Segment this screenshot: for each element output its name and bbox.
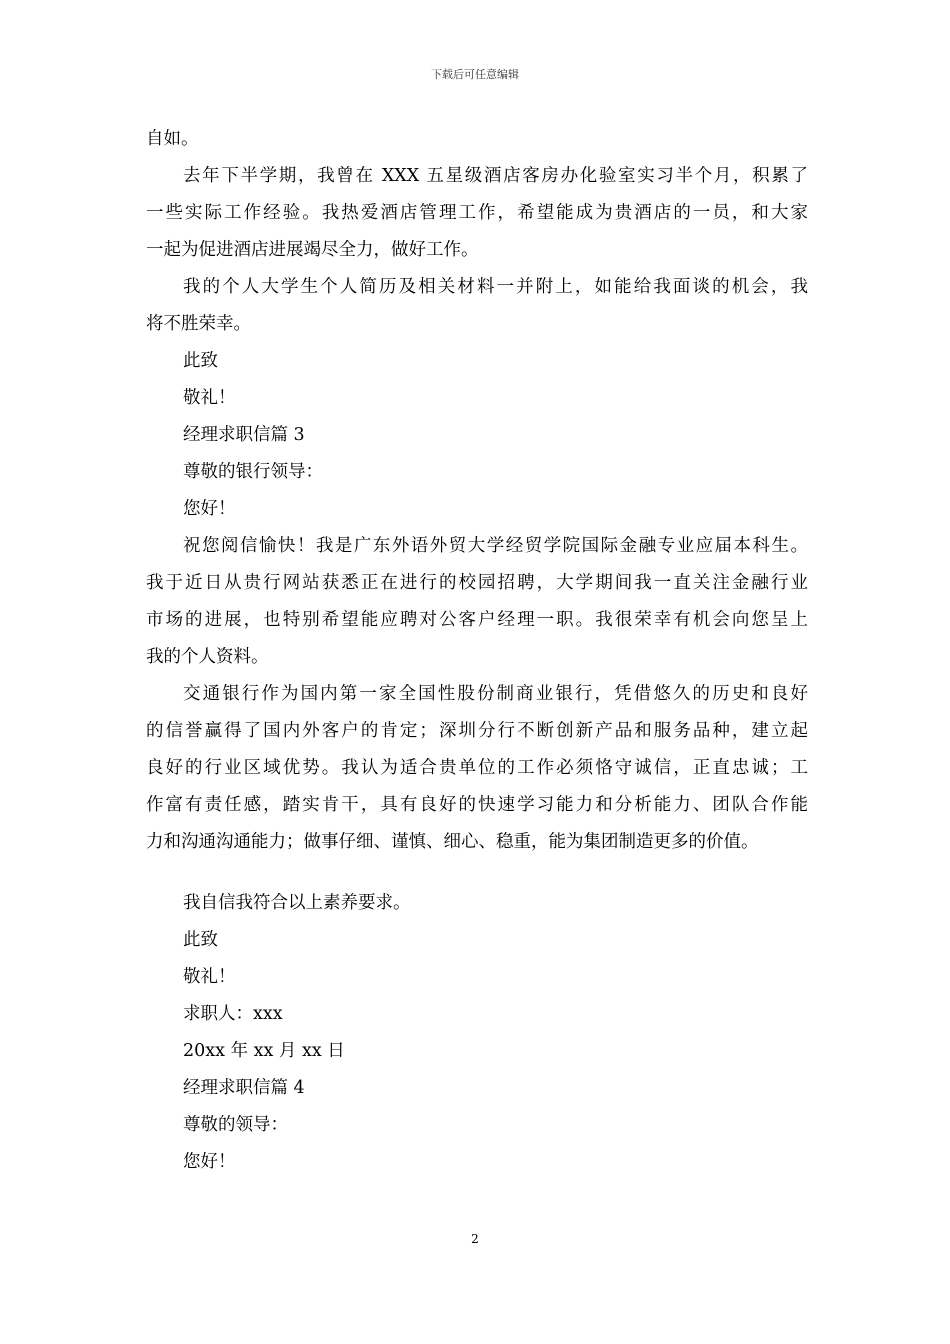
text-line: 我的个人资料。 [146,647,269,667]
document-body [146,121,808,1181]
greeting-text: 您好！ [183,499,236,519]
page-header: 下载后可任意编辑 [431,68,519,81]
text-line: 祝您阅信愉快！我是广东外语外贸大学经贸学院国际金融专业应届本科生。 [183,536,808,556]
text-line: 力和沟通沟通能力；做事仔细、谨慎、细心、稳重，能为集团制造更多的价值。 [146,832,759,852]
closing-text: 此致 [183,351,218,371]
text-line: 我于近日从贵行网站获悉正在进行的校园招聘，大学期间我一直关注金融行业 [146,573,808,593]
salutation-text: 敬礼！ [183,388,236,408]
greeting-text: 尊敬的领导： [183,1115,288,1135]
paragraph-spacer [146,861,808,885]
salutation-text: 敬礼！ [183,967,236,987]
text-line: 交通银行作为国内第一家全国性股份制商业银行，凭借悠久的历史和良好 [183,684,808,704]
greeting-text: 您好！ [183,1152,236,1172]
text-line: 去年下半学期，我曾在 XXX 五星级酒店客房办化验室实习半个月，积累了 [183,166,808,186]
text-line: 良好的行业区域优势。我认为适合贵单位的工作必须恪守诚信，正直忠诚；工 [146,758,808,778]
signature-text: 求职人：xxx [183,1004,283,1024]
text-line: 我自信我符合以上素养要求。 [183,893,411,913]
greeting-text: 尊敬的银行领导： [183,462,323,482]
closing-text: 此致 [183,930,218,950]
text-line: 一起为促进酒店进展竭尽全力，做好工作。 [146,240,479,260]
text-line: 一些实际工作经验。我热爱酒店管理工作，希望能成为贵酒店的一员，和大家 [146,203,808,223]
text-line: 将不胜荣幸。 [146,314,251,334]
text-line: 的信誉赢得了国内外客户的肯定；深圳分行不断创新产品和服务品种，建立起 [146,721,808,741]
text-line: 我的个人大学生个人简历及相关材料一并附上，如能给我面谈的机会，我 [183,277,808,297]
section-title: 经理求职信篇 4 [183,1078,305,1098]
date-text: 20xx 年 xx 月 xx 日 [183,1041,345,1061]
text-line: 自如。 [146,129,199,149]
text-line: 市场的进展，也特别希望能应聘对公客户经理一职。我很荣幸有机会向您呈上 [146,610,808,630]
section-title: 经理求职信篇 3 [183,425,305,445]
text-line: 作富有责任感，踏实肯干，具有良好的快速学习能力和分析能力、团队合作能 [146,795,808,815]
page-number: 2 [471,1232,479,1246]
